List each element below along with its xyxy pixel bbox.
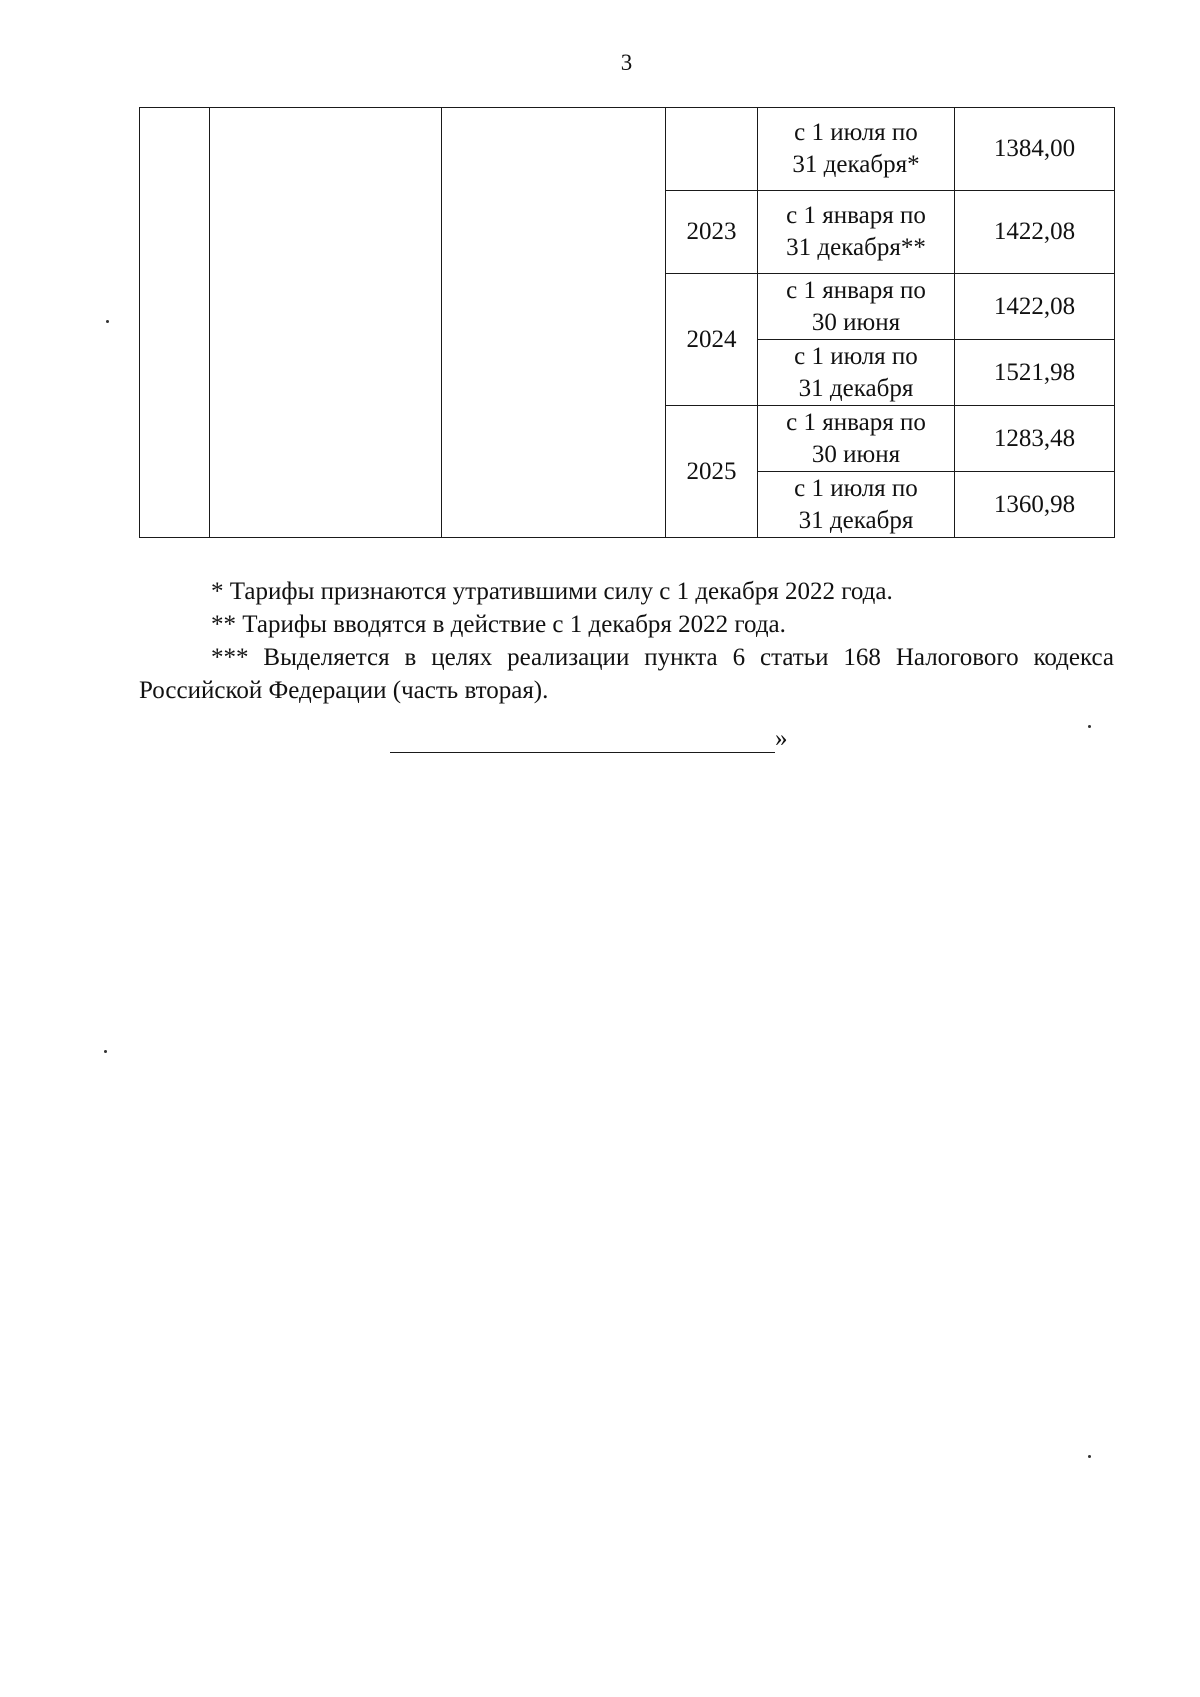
tariff-value: 1360,98 [955,472,1115,538]
period-cell [758,191,955,274]
table-row [140,108,1115,191]
period-line: 31 декабря [798,374,914,402]
tariff-value: 1283,48 [955,406,1115,472]
period-line: 31 декабря* [792,151,920,178]
tariff-value: 1422,08 [955,191,1115,274]
footnote: ** Тарифы вводятся в действие с 1 декабря 2022 года. [211,611,786,638]
scan-speck [104,1050,107,1053]
tariff-value: 1422,08 [955,274,1115,340]
year-cell [666,108,758,191]
period-line: 31 декабря** [786,234,926,261]
year-cell: 2025 [666,406,758,538]
year-cell: 2024 [666,274,758,406]
closing-quote: » [775,725,788,752]
page-number: 3 [620,50,633,75]
period-cell [758,108,955,191]
scan-speck [106,320,109,323]
period-cell [758,406,955,472]
period-line: 30 июня [811,440,901,468]
period-line: с 1 июля по [794,342,918,370]
year-cell: 2023 [666,191,758,274]
tariff-value: 1384,00 [955,108,1115,191]
period-line: с 1 июля по [794,119,918,146]
scan-speck [1088,1455,1091,1458]
tariff-value: 1521,98 [955,340,1115,406]
footnote: *** Выделяется в целях реализации пункта 6 статьи 168 Налогового кодекса Российской Федерации (часть вторая). [139,644,1114,704]
closing-line [390,725,788,753]
scan-speck [1088,725,1091,728]
table-cell-blank [442,108,666,538]
footnote: * Тарифы признаются утратившими силу с 1 декабря 2022 года. [211,578,893,605]
table-cell-blank [210,108,442,538]
period-line: с 1 января по [786,408,926,436]
table-cell-blank [140,108,210,538]
period-line: с 1 января по [786,202,926,229]
period-line: 30 июня [811,308,901,336]
footnotes [139,575,1114,707]
signature-rule [390,726,775,753]
period-line: с 1 января по [786,276,926,304]
period-cell [758,274,955,340]
tariff-table [139,107,1115,538]
period-cell [758,340,955,406]
period-line: с 1 июля по [794,474,918,502]
period-line: 31 декабря [798,506,914,534]
period-cell [758,472,955,538]
